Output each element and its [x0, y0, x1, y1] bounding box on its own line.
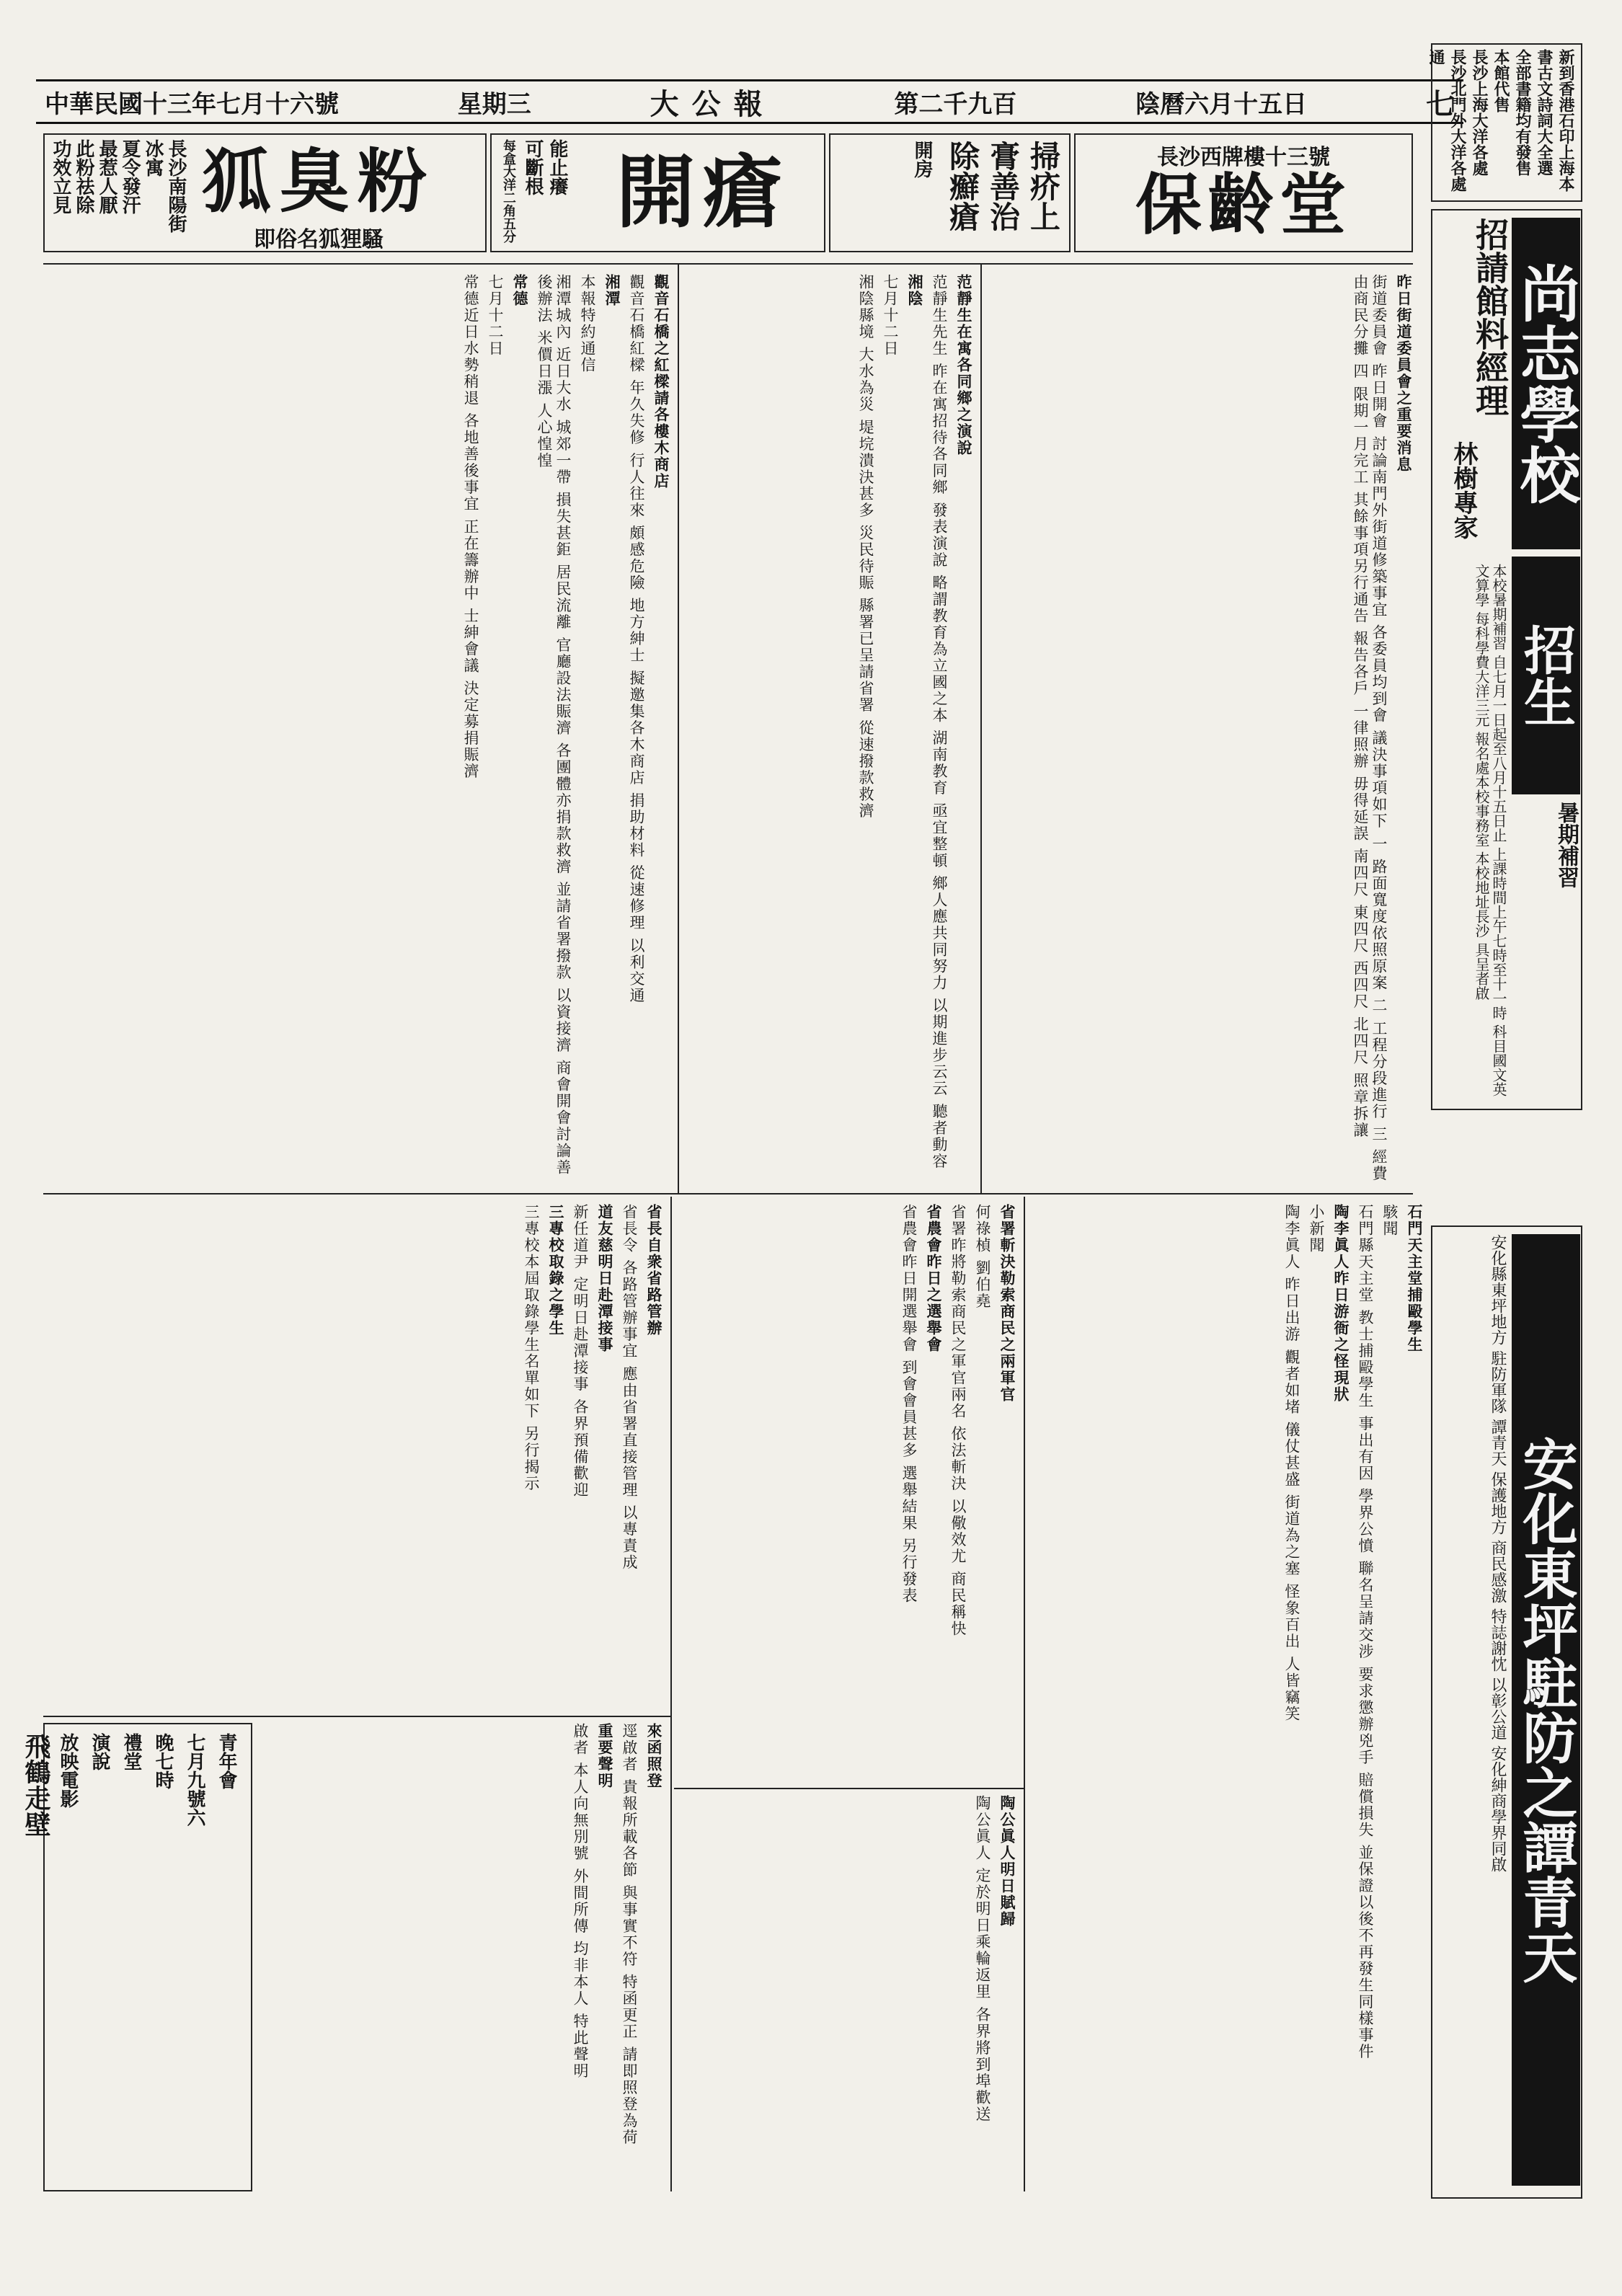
- article-sub: 七月十二日: [487, 274, 504, 357]
- right-edge-ad: [1427, 43, 1582, 202]
- slogan: 除癬瘡: [945, 141, 980, 231]
- article-body: 常德近日水勢稍退 各地善後事宜 正在籌辦中 士紳會議 決定募捐賑濟: [462, 274, 479, 780]
- article-headline: 三專校取錄之學生: [547, 1204, 565, 1337]
- slogan-small: 開房: [911, 141, 933, 178]
- article-body: 陶李眞人 昨日出游 觀者如堵 儀仗甚盛 街道為之塞 怪象百出 人皆竊笑: [1283, 1204, 1300, 1723]
- middle-rule: [43, 1193, 1413, 1194]
- huchou-side-line: 夏令發汗: [119, 139, 141, 214]
- baolingtang-title: 保齡堂: [1135, 166, 1352, 244]
- article-body: 省長令 各路管辦事宜 應由省署直接管理 以專責成: [621, 1204, 638, 1572]
- article-taoli: [1031, 1204, 1424, 2191]
- article-body: 石門縣天主堂 教士捕毆學生 事出有因 學界公憤 聯名呈請交涉 要求懲辦兇手 賠償損失 並保證以後不再發生同樣事件: [1357, 1204, 1374, 2060]
- huchou-ad: [43, 133, 487, 252]
- column-divider: [678, 263, 679, 1193]
- article-body: 三專校本屆取錄學生名單如下 另行揭示: [523, 1204, 540, 1492]
- article-sub: 七月十二日: [882, 274, 899, 357]
- baolingtang-slogans: [829, 133, 1071, 252]
- column-divider: [1024, 1197, 1025, 2191]
- kaichuang-side: [496, 139, 570, 247]
- article-body: 逕啟者 貴報所載各節 與事實不符 特函更正 請即照登為荷: [621, 1723, 638, 2146]
- article-headline: 范靜生在寓各同鄉之演說: [955, 274, 973, 456]
- ymca-line: 青年會: [216, 1733, 237, 1789]
- article-headline: 陶公眞人明日賦歸: [998, 1795, 1016, 1928]
- article-lower-left: [43, 1204, 663, 1708]
- article-sub: 本報特約通信: [579, 274, 596, 373]
- issue-date: 中華民國十三年七月十六號: [45, 89, 339, 119]
- column-divider: [670, 1197, 672, 2191]
- article-executions: [678, 1204, 1016, 1781]
- article-headline: 省署斬決勒索商民之兩軍官: [998, 1204, 1016, 1403]
- article-body: 湘陰縣境 大水為災 堤垸潰決甚多 災民待賑 縣署已呈請省署 從速撥款救濟: [857, 274, 874, 820]
- kaichuang-ad: [490, 133, 825, 252]
- article-body: 新任道尹 定明日赴潭接事 各界預備歡迎: [572, 1204, 589, 1499]
- article-headline: 觀音石橋之紅樑請各樓木商店: [652, 274, 670, 489]
- article-headline: 道友慈明日赴潭接事: [596, 1204, 614, 1353]
- article-sub: 何祿楨 劉伯堯: [974, 1204, 991, 1310]
- right-edge-ad-line: 書古文詩詞大全選: [1535, 49, 1554, 176]
- right-edge-ad-line: 全部書籍均有發售: [1513, 49, 1532, 176]
- huchou-side-line: 最惹人厭: [96, 139, 118, 214]
- article-headline: 常德: [511, 274, 529, 307]
- article-upper-left: [43, 274, 670, 1186]
- ymca-film-title: 飛鶴走壁: [21, 1733, 51, 1837]
- weekday: 星期三: [457, 89, 531, 119]
- lower-rule: [43, 1716, 670, 1717]
- article-headline: 湘陰: [906, 274, 924, 307]
- article-body: 省農會昨日開選舉會 到會會員甚多 選舉結果 另行發表: [900, 1204, 918, 1605]
- article-sub: 駭聞: [1381, 1204, 1399, 1237]
- article-body: 陶公眞人 定於明日乘輪返里 各界將到埠歡送: [974, 1795, 991, 2123]
- kaichuang-side-line: 可斷根: [522, 139, 544, 195]
- slogan: 掃疥上膏善治: [985, 141, 1061, 231]
- school-notice-sub: 林樹專家: [1449, 441, 1478, 539]
- article-headline: 陶李眞人昨日游衙之怪現狀: [1332, 1204, 1350, 1403]
- article-letters: [260, 1723, 663, 2191]
- huchou-side-line: 此粉祛除: [73, 139, 94, 214]
- article-body: 啟者 本人向無別號 外間所傳 均非本人 特此聲明: [572, 1723, 589, 2080]
- ymca-notice: [21, 1723, 252, 2191]
- right-edge-ad-line: 本館代售: [1492, 49, 1510, 112]
- page-number: 七: [1425, 87, 1455, 121]
- anhua-ad: [1431, 1225, 1582, 2199]
- lunar-date: 陰曆六月十五日: [1135, 89, 1308, 119]
- article-street-committee: [988, 274, 1413, 1186]
- school-recruit: 招生: [1512, 557, 1580, 794]
- huchou-title: 狐臭粉: [202, 141, 435, 222]
- school-subtitle: 暑期補習: [1554, 802, 1579, 888]
- article-headline: 重要聲明: [596, 1723, 614, 1789]
- issue-number: 第二千九百: [894, 89, 1017, 119]
- ymca-line: 晚七時: [152, 1733, 174, 1789]
- school-body: 本校暑期補習 自七月一日起至八月十五日止 上課時間上午七時至十一時 科目國文英文算學 每科學費大洋三元 報名處本校事務室 本校地址長沙 具呈者啟: [1473, 564, 1507, 1097]
- lower-rule: [674, 1788, 1024, 1789]
- anhua-body: 安化縣東坪地方 駐防軍隊 譚青天 保護地方 商民感激 特誌謝忱 以彰公道 安化紳商學界同啟: [1489, 1234, 1507, 1872]
- huchou-contact: 長沙南陽街冰寓: [142, 139, 187, 233]
- ymca-line: 演說: [89, 1733, 110, 1770]
- article-headline: 省長自衆省路管辦: [645, 1204, 663, 1337]
- kaichuang-price: 每盒大洋二角五分: [501, 139, 516, 243]
- huchou-sub: 即俗名狐狸騷: [254, 227, 384, 252]
- article-headline: 湘潭: [603, 274, 621, 307]
- article-body: 湘潭城內 近日大水 城郊一帶 損失甚鉅 居民流離 官廳設法賑濟 各團體亦捐款救濟 並請省署撥款 以資接濟 商會開會討論善後辦法 米價日漲 人心惶惶: [536, 274, 572, 1176]
- right-edge-ad-line: 長沙上海大洋各處: [1470, 49, 1489, 176]
- masthead: [36, 79, 1463, 124]
- article-fan-jingsheng: [685, 274, 973, 1186]
- baolingtang-ad: [1074, 133, 1413, 252]
- ymca-line: 禮堂: [120, 1733, 142, 1770]
- kaichuang-title: 開瘡: [616, 146, 789, 239]
- article-headline: 石門天主堂捕毆學生: [1406, 1204, 1424, 1353]
- article-body: 范靜生先生 昨在寓招待各同鄉 發表演說 略謂教育為立國之本 湖南教育 亟宜整頓 鄉人應共同努力 以期進步云云 聽者動容: [931, 274, 948, 1170]
- right-edge-ad-contact: 長沙北門外大洋各處通: [1427, 49, 1467, 192]
- paper-name: 大公報: [650, 87, 776, 121]
- huchou-side-line: 功效立見: [50, 139, 71, 214]
- article-headline: 來函照登: [645, 1723, 663, 1789]
- ymca-line: 放映電影: [57, 1733, 79, 1808]
- column-divider: [980, 263, 982, 1193]
- top-rule: [43, 263, 1413, 265]
- article-taogong: [678, 1795, 1016, 2191]
- article-headline: 昨日街道委員會之重要消息: [1395, 274, 1413, 473]
- school-ad: [1431, 209, 1582, 1110]
- school-notice-title: 招請館料經理: [1471, 218, 1510, 417]
- kaichuang-side-line: 能止癢: [546, 139, 568, 195]
- school-title: 尚志學校: [1512, 218, 1580, 549]
- article-sub: 小新聞: [1308, 1204, 1325, 1254]
- baolingtang-address: 長沙西牌樓十三號: [1157, 145, 1330, 170]
- article-body: 街道委員會 昨日開會 討論南門外街道修築事宜 各委員均到會 議決事項如下 一 路面寬度依照原案 二 工程分段進行 三 經費由商民分攤 四 限期一月完工 其餘事項另行通告 報告各戶 一律照辦 毋得延誤 南四尺 東四尺 西四尺 北四尺 照章拆讓: [1352, 274, 1388, 1182]
- article-body: 觀音石橋紅樑 年久失修 行人往來 頗感危險 地方紳士 擬邀集各木商店 捐助材料 從速修理 以利交通: [628, 274, 645, 1004]
- ymca-line: 七月九號六: [184, 1733, 205, 1827]
- right-edge-ad-line: 新到香港石印上海本: [1556, 49, 1575, 192]
- anhua-title: 安化東坪駐防之譚青天: [1512, 1234, 1580, 2186]
- article-headline: 省農會昨日之選舉會: [925, 1204, 943, 1353]
- article-body: 省署昨將勒索商民之軍官兩名 依法斬決 以儆效尤 商民稱快: [949, 1204, 967, 1638]
